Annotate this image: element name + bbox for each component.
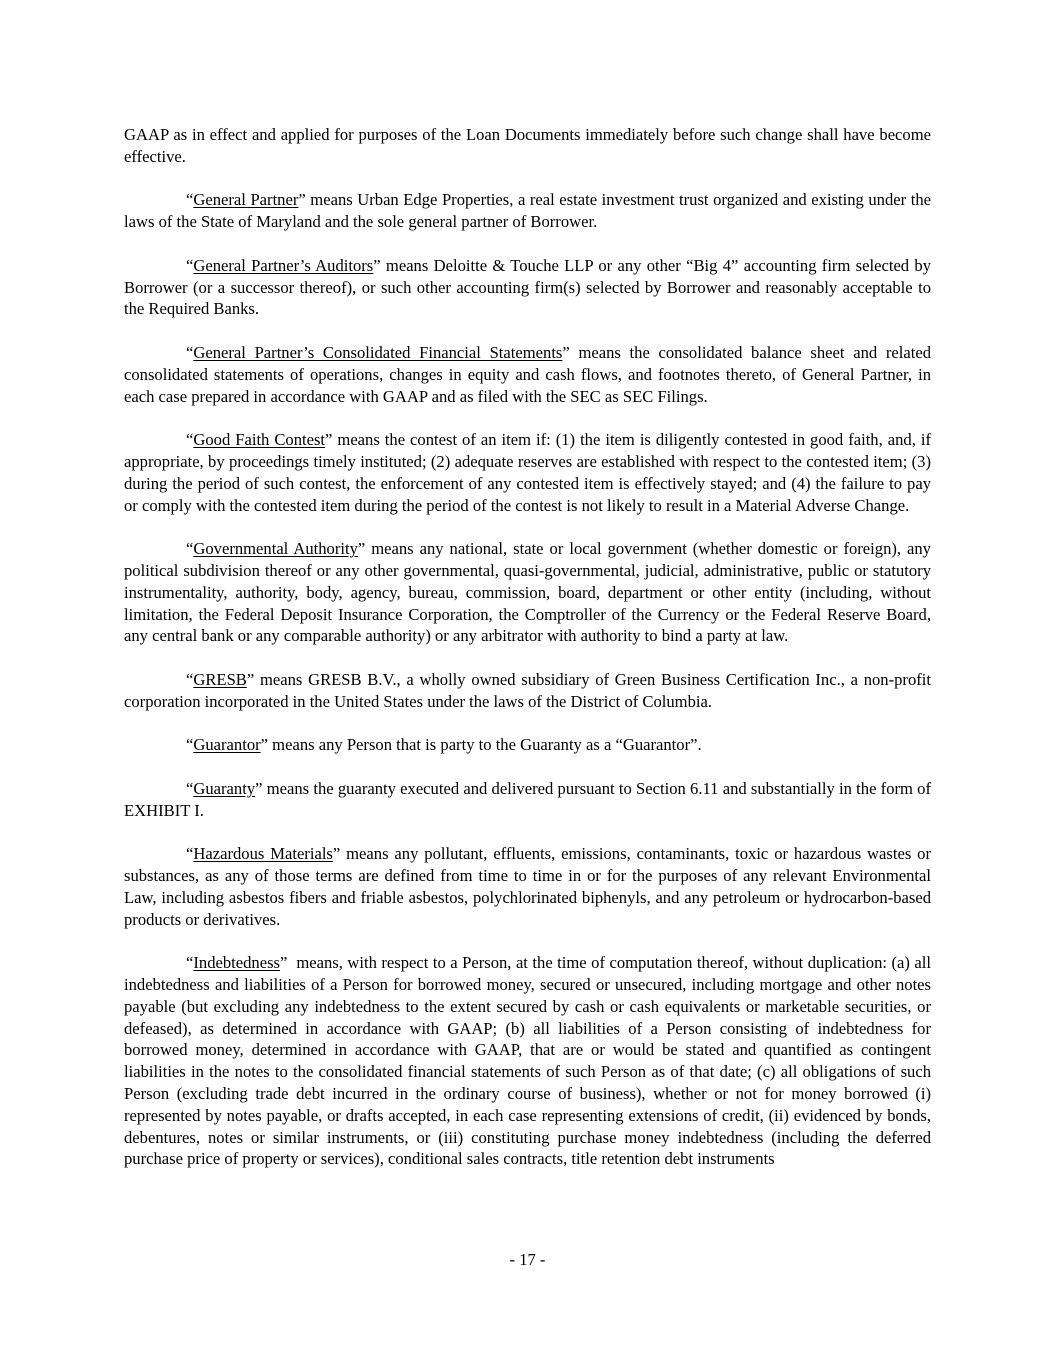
close-quote: ” (357, 539, 366, 559)
defined-term: Governmental Authority (193, 539, 358, 559)
open-quote: “ (186, 669, 194, 689)
definition-text: means Urban Edge Properties, a real estate investment trust organized and existing under the laws of the State of Maryland and the sole general partner of Borrower. (124, 190, 932, 232)
open-quote: “ (186, 778, 194, 798)
definition-hazardous-materials (124, 843, 931, 930)
definition-governmental-authority (124, 538, 931, 647)
defined-term: General Partner’s Consolidated Financial Statements (193, 342, 563, 362)
close-quote: ” (260, 735, 269, 755)
close-quote: ” (246, 669, 255, 689)
definition-text: means the guaranty executed and delivered pursuant to Section 6.11 and substantially in the form of EXHIBIT I. (124, 778, 931, 820)
close-quote: ” (562, 342, 570, 362)
definition-guaranty (124, 778, 931, 822)
open-quote: “ (186, 430, 194, 450)
open-quote: “ (186, 342, 194, 362)
definition-text: means any national, state or local government (whether domestic or foreign), any political subdivision thereof or any other governmental, quasi-governmental, judicial, administrative, public or statutory instrumentality, authority, body, agency, bureau, commission, board, department or other entity (including, without limitation, the Federal Deposit Insurance Corporation, the Comptroller of the Currency or the Federal Reserve Board, any central bank or any comparable authority) or any arbitrator with authority to bind a party at law. (124, 539, 931, 646)
definition-general-partners-consolidated-financial-statements (124, 342, 931, 407)
open-quote: “ (186, 255, 194, 275)
definition-text: means Deloitte & Touche LLP or any other “Big 4” accounting firm selected by Borrower (or a successor thereof), or such other accounting firm(s) selected by Borrower and reasonably acceptable to the Required Banks. (124, 255, 931, 319)
definition-good-faith-contest (124, 429, 931, 516)
defined-term: Hazardous Materials (193, 844, 333, 864)
close-quote: ” (325, 430, 333, 450)
defined-term: General Partner (193, 190, 299, 210)
document-page (124, 124, 936, 1192)
defined-term: Guarantor (193, 735, 261, 755)
close-quote: ” (373, 255, 381, 275)
open-quote: “ (186, 190, 194, 210)
open-quote: “ (186, 844, 194, 864)
definition-text: means the contest of an item if: (1) the item is diligently contested in good faith, and, if appropriate, by proceedings timely instituted; (2) adequate reserves are established with respect to the contested item; (3) during the period of such contest, the enforcement of any contested item is effectively stayed; and (4) the failure to pay or comply with the contested item during the period of the contest is not likely to result in a Material Adverse Change. (124, 430, 931, 515)
definition-general-partners-auditors (124, 255, 931, 320)
definition-text: means any Person that is party to the Guaranty as a “Guarantor”. (268, 735, 702, 755)
close-quote: ” (255, 778, 263, 798)
close-quote: ” (332, 844, 341, 864)
open-quote: “ (186, 735, 194, 755)
definition-text: means any pollutant, effluents, emissions, contaminants, toxic or hazardous wastes or substances, as any of those terms are defined from time to time in or for the purposes of any relevant Environmental Law, including asbestos fibers and friable asbestos, polychlorinated biphenyls, and any petroleum or hydrocarbon-based products or derivatives. (124, 844, 932, 929)
defined-term: Guaranty (193, 778, 256, 798)
definition-indebtedness (124, 952, 936, 1170)
definition-text: means, with respect to a Person, at the time of computation thereof, without duplication: (a) all indebtedness and liabilities of a Person for borrowed money, secured or unsecured, including mortgage and other notes payable (but excluding any indebtedness to the extent secured by cash or cash equivalents or marketable securities, or defeased), as determined in accordance with GAAP; (b) all liabilities of a Person consisting of indebtedness for borrowed money, determined in accordance with GAAP, that are or would be stated and quantified as contingent liabilities in the notes to the consolidated financial statements of such Person as of that date; (c) all obligations of such Person (excluding trade debt incurred in the ordinary course of business), whether or not for money borrowed (i) represented by notes payable, or drafts accepted, in each case representing extensions of credit, (ii) evidenced by bonds, debentures, notes or similar instruments, or (iii) constituting purchase money indebtedness (including the deferred purchase price of property or services), conditional sales contracts, title retention debt instruments (124, 953, 936, 1169)
definition-gresb (124, 669, 931, 713)
page-number: - 17 - (509, 1250, 546, 1269)
open-quote: “ (186, 953, 194, 973)
defined-term: Good Faith Contest (193, 430, 326, 450)
defined-term: Indebtedness (193, 953, 281, 973)
definition-text: means the consolidated balance sheet and related consolidated statements of operations, changes in equity and cash flows, and footnotes thereto, of General Partner, in each case prepared in accordance with GAAP and as filed with the SEC as SEC Filings. (124, 342, 931, 406)
open-quote: “ (186, 539, 194, 559)
definition-general-partner (124, 189, 931, 233)
opening-paragraph: GAAP as in effect and applied for purposes of the Loan Documents immediately before such change shall have become effective. (124, 125, 931, 166)
defined-term: GRESB (193, 669, 247, 689)
defined-term: General Partner’s Auditors (193, 255, 374, 275)
definition-text: means GRESB B.V., a wholly owned subsidiary of Green Business Certification Inc., a non-profit corporation incorporated in the United States under the laws of the District of Columbia. (124, 669, 931, 711)
definition-guarantor (124, 734, 931, 756)
close-quote: ” (280, 953, 288, 973)
close-quote: ” (298, 190, 306, 210)
